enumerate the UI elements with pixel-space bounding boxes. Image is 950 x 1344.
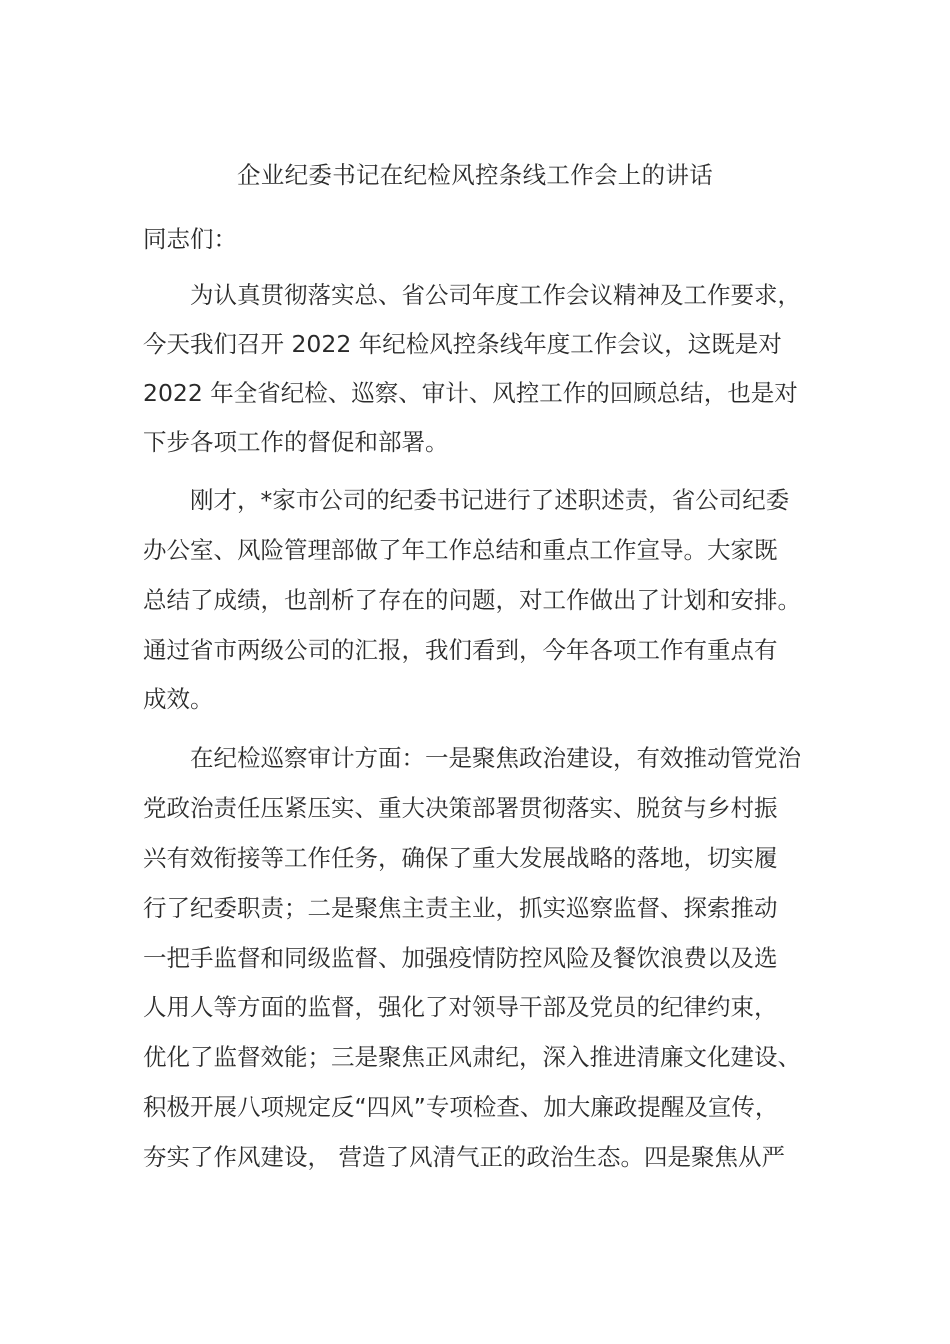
paragraph-3-line-5: 一把手监督和同级监督、加强疫情防控风险及餐饮浪费以及选 (143, 944, 778, 972)
salutation-line: 同志们： (143, 225, 237, 253)
paragraph-2-line-4: 通过省市两级公司的汇报，我们看到，今年各项工作有重点有 (143, 636, 778, 664)
paragraph-2-line-5: 成效。 (143, 685, 214, 713)
paragraph-3-line-3: 兴有效衔接等工作任务，确保了重大发展战略的落地，切实履 (143, 844, 778, 872)
paragraph-2-line-1: 刚才，*家市公司的纪委书记进行了述职述责，省公司纪委 (143, 486, 790, 514)
paragraph-3-line-7: 优化了监督效能；三是聚焦正风肃纪，深入推进清廉文化建设、 (143, 1043, 801, 1071)
document-title: 企业纪委书记在纪检风控条线工作会上的讲话 (237, 161, 713, 189)
paragraph-1-line-4: 下步各项工作的督促和部署。 (143, 428, 449, 456)
paragraph-3-line-1: 在纪检巡察审计方面：一是聚焦政治建设，有效推动管党治 (143, 744, 801, 772)
paragraph-2-line-2: 办公室、风险管理部做了年工作总结和重点工作宣导。大家既 (143, 536, 778, 564)
paragraph-3-line-9: 夯实了作风建设， 营造了风清气正的政治生态。四是聚焦从严 (143, 1143, 785, 1171)
paragraph-3-line-4: 行了纪委职责；二是聚焦主责主业，抓实巡察监督、探索推动 (143, 894, 778, 922)
paragraph-3-line-6: 人用人等方面的监督，强化了对领导干部及党员的纪律约束， (143, 993, 778, 1021)
paragraph-1-line-2: 今天我们召开 2022 年纪检风控条线年度工作会议，这既是对 (143, 330, 782, 358)
paragraph-1-line-3: 2022 年全省纪检、巡察、审计、风控工作的回顾总结，也是对 (143, 379, 798, 407)
paragraph-3-line-8: 积极开展八项规定反“四风”专项检查、加大廉政提醒及宣传， (143, 1093, 779, 1121)
paragraph-2-line-3: 总结了成绩，也剖析了存在的问题，对工作做出了计划和安排。 (143, 586, 801, 614)
paragraph-3-line-2: 党政治责任压紧压实、重大决策部署贯彻落实、脱贫与乡村振 (143, 794, 778, 822)
paragraph-1-line-1: 为认真贯彻落实总、省公司年度工作会议精神及工作要求， (143, 281, 801, 309)
